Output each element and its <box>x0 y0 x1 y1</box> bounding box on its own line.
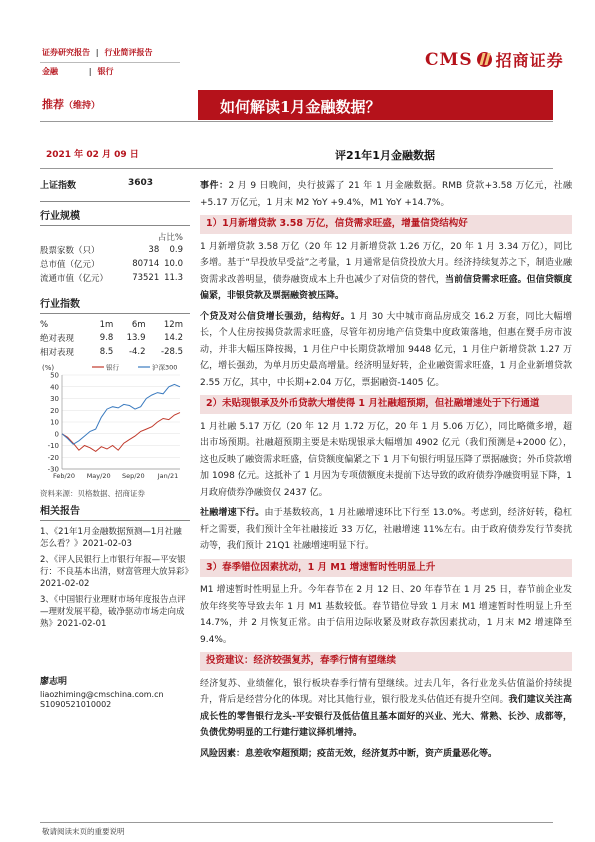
related-report[interactable]: 2、《评人民银行上市银行年报—平安银行：不良基本出清，财富管理大放异彩》2021-02-02 <box>40 555 189 589</box>
perf-header-1m: 1m <box>99 320 114 330</box>
date-rule <box>40 168 553 169</box>
section-2-p2 <box>200 505 572 555</box>
related-report[interactable]: 3、《中国银行业理财市场年度报告点评—理财发展平稳，破净驱动市场走向成熟》2021-02-01 <box>40 595 186 629</box>
section-3-heading: 3）春季错位因素扰动，1 月 M1 增速暂时性明显上升 <box>200 559 572 578</box>
report-subtitle: 评21年1月金融数据 <box>335 149 435 162</box>
perf-header-6m: 6m <box>131 320 146 330</box>
report-title: 如何解读1月金融数据？ <box>220 98 381 116</box>
section-2-p2-text: 由于基数较高，1 月社融增速环比下行至 13.0%。考虑到，经济好转，稳杠杆之需要，我们预计全年社融接近 33 万亿，社融增速 11%左右。由于政府债券发行节奏扰动等，我们预计 21Q1 社融增速明显下行。 <box>200 508 572 551</box>
table-row <box>40 345 183 359</box>
section-2-p1: 1 月社融 5.17 万亿（20 年 12 月 1.72 万亿，20 年 1 月 5.06 万亿），同比略微多增，超出市场预期。社融超预期主要是未贴现银承大幅增加 4902 亿元（我们预测是+2000 亿），这也反映了融资需求旺盛，信贷额度偏紧之下 1 月下旬银行明显压降了票据融资；外币贷款增加 1098 亿元。这抵补了 1 月因为专项债额度未提前下达导致的政府债券净融资明显下降，1 月政府债券净融资仅 2437 亿。 <box>200 421 572 498</box>
logo-cms: CMS <box>425 49 473 70</box>
perf-value: 14.2 <box>164 333 183 343</box>
industry: 银行 <box>97 67 114 76</box>
y-tick-label: 40 <box>50 383 59 392</box>
advice-heading: 投资建议：经济较强复苏，春季行情有望继续 <box>200 652 572 671</box>
x-tick-label: Sep/20 <box>121 472 145 480</box>
main-body <box>200 178 572 766</box>
perf-label: 绝对表现 <box>40 334 75 344</box>
x-tick-label: May/20 <box>86 472 111 480</box>
report-date: 2021 年 02 月 09 日 <box>46 150 139 160</box>
scale-table <box>40 243 183 285</box>
scale-label: 流通市值（亿元） <box>40 274 109 284</box>
perf-value: -4.2 <box>128 347 146 357</box>
perf-header-12m: 12m <box>163 320 183 330</box>
sector: 金融 <box>42 67 58 76</box>
section-2-heading: 2）未贴现银承及外币贷款大增使得 1 月社融超预期，但社融增速处于下行通道 <box>200 395 572 414</box>
y-tick-label: 0 <box>54 430 59 439</box>
y-tick-label: 10 <box>50 418 59 427</box>
report-type: 证券研究报告 <box>42 48 90 57</box>
section-1-heading: 1）1月新增贷款 3.58 万亿，信贷需求旺盛，增量信贷结构好 <box>200 215 572 234</box>
perf-rule <box>40 313 190 314</box>
index-label: 上证指数 <box>40 181 77 191</box>
y-tick-label: 50 <box>50 371 59 380</box>
scale-value: 73521 <box>132 273 160 283</box>
series-line-csi300 <box>62 384 180 444</box>
title-band <box>198 90 553 120</box>
y-tick-label: 20 <box>50 406 59 415</box>
risk-label: 风险因素： <box>200 748 246 759</box>
rating-sub: （维持） <box>64 101 101 111</box>
legend-label: 银行 <box>106 363 119 372</box>
x-tick-label: Feb/20 <box>53 472 75 480</box>
perf-title: 行业指数 <box>40 299 80 310</box>
event-label: 事件： <box>200 181 229 191</box>
header-sep: | <box>95 48 99 57</box>
section-1-p2-text: 1 月 30 大中城市商品房成交 16.2 万套，同比大幅增长，个人住房按揭贷款需求旺盛，尽管年初房地产信贷集中度政策落地，但惠在燹手房市波动，并非大幅压降按揭，1 月住户中长期贷款增加 9448 亿元，1 月住户新增贷款 1.27 万亿，增长强劲，为单月历史最高增量。经济明显好转，企业融资需求旺盛，1 月企业新增贷款 2.55 万亿，其中，中长期+2.04 万亿，票据融资-1405 亿。 <box>200 311 572 388</box>
analyst-email[interactable]: liaozhiming@cmschina.com.cn <box>40 690 164 699</box>
related-title: 相关报告 <box>40 506 80 517</box>
logo-cn: 招商证券 <box>495 51 564 70</box>
scale-pct: 10.0 <box>164 259 183 269</box>
perf-value: -28.5 <box>161 347 183 357</box>
y-tick-label: -20 <box>47 453 59 462</box>
y-tick-label: 30 <box>50 395 59 403</box>
perf-value: 9.8 <box>99 333 114 343</box>
table-row <box>40 243 183 257</box>
table-row <box>40 271 183 285</box>
performance-chart <box>40 361 185 486</box>
report-subtype: 行业简评报告 <box>104 48 153 57</box>
scale-pct-header: 占比% <box>157 233 183 243</box>
scale-pct: 0.9 <box>169 245 183 255</box>
y-tick-label: -30 <box>47 465 59 474</box>
y-axis-unit: (%) <box>42 364 55 372</box>
scale-label: 股票家数（只） <box>40 246 100 256</box>
legend-label: 沪深300 <box>152 363 178 372</box>
scale-pct: 11.3 <box>164 273 183 283</box>
related-rule <box>40 520 190 521</box>
logo <box>425 48 564 71</box>
footer-rule <box>40 822 553 823</box>
index-value: 3603 <box>128 178 154 188</box>
analyst-id: S1090521010002 <box>40 700 112 709</box>
scale-title: 行业规模 <box>40 211 80 222</box>
table-row <box>40 257 183 271</box>
logo-emblem-icon <box>477 52 492 67</box>
table-row <box>40 331 183 345</box>
scale-value: 80714 <box>132 259 160 269</box>
advice-text: 经济复苏、业绩催化，银行板块春季行情有望继续。过去几年，各行业龙头估值溢价持续提升，背后是经营分化的体现。对比其他行业，银行股龙头估值还有提升空间。 <box>200 678 572 705</box>
advice-bold: 我们建议关注高成长性的零售银行龙头-平安银行及低估值且基本面好的兴业、光大、常熟、长沙、成都等，负债优势明显的工行建行建议择机增持。 <box>200 695 572 738</box>
y-tick-label: -10 <box>47 442 59 450</box>
section-1-p1-bold: 当前信贷需求旺盛。但信贷额度偏紧，非银贷款及票据融资被压降。 <box>200 274 572 301</box>
risk-text: 息差收窄超预期；疫苗无效，经济复苏中断，资产质量恶化等。 <box>245 748 498 759</box>
event-paragraph <box>200 178 572 211</box>
related-report[interactable]: 1、《21年1月金融数据预测—1月社融怎么看？》2021-02-03 <box>40 527 182 549</box>
section-3-p1: M1 增速暂时性明显上升。今年春节在 2 月 12 日、20 年春节在 1 月 25 日，春节前企业发放年终奖等导致去年 1 月 M1 基数较低。春节错位导致 1 月末 M1 增速暂时性明显上升至 14.7%，并 2 月恢复正常。由于信用边际收紧及财政存款因素扰动，1 月末 M2 增速降至 9.4%。 <box>200 585 572 645</box>
scale-rule <box>40 225 190 226</box>
section-2-p2-bold: 社融增速下行。 <box>200 508 265 518</box>
rating <box>42 96 100 112</box>
section-1-p1-text: 1 月新增贷款 3.58 万亿（20 年 12 月新增贷款 1.26 万亿，20 年 1 月 3.34 万亿），同比多增。基于“早投放早受益”之考量，1 月通常是信贷投放大月。经济持续复苏之下，制造业融资需求改善明显，债券融资成本上升也减少了对信贷的替代， <box>200 241 572 285</box>
section-1-p2 <box>200 309 572 392</box>
scale-label: 总市值（亿元） <box>40 260 100 270</box>
rating-label: 推荐 <box>42 98 64 111</box>
header-rule <box>40 62 180 63</box>
footer-note: 敬请阅读末页的重要说明 <box>42 827 125 836</box>
perf-label: 相对表现 <box>40 348 75 358</box>
rating-rule <box>40 121 553 122</box>
risk-paragraph <box>200 746 572 763</box>
sidebar-rule <box>40 201 190 202</box>
perf-value: 8.5 <box>99 347 114 357</box>
header-line1 <box>42 47 153 58</box>
sidebar <box>40 178 190 709</box>
section-1-p2-bold: 个贷及对公信贷增长强劲，结构好。 <box>200 311 351 322</box>
header-sep-2: | <box>88 67 92 76</box>
section-1-p1 <box>200 239 572 305</box>
x-tick-label: Jan/21 <box>157 472 179 480</box>
perf-value: 13.9 <box>126 333 146 343</box>
perf-table <box>40 319 183 359</box>
perf-header-unit: % <box>40 320 49 330</box>
chart-source: 资料来源：贝格数据、招商证券 <box>40 489 145 498</box>
event-text: 2 月 9 日晚间，央行披露了 21 年 1 月金融数据。RMB 贷款+3.58 万亿元，社融+5.17 万亿元，1 月末 M2 YoY +9.4%，M1 YoY +14.7%。 <box>200 181 572 208</box>
table-row <box>40 319 183 331</box>
header-line2 <box>42 66 114 77</box>
index-row <box>40 178 190 191</box>
analyst-name: 廖志明 <box>40 677 68 687</box>
advice-paragraph <box>200 676 572 742</box>
scale-value: 38 <box>148 245 160 255</box>
